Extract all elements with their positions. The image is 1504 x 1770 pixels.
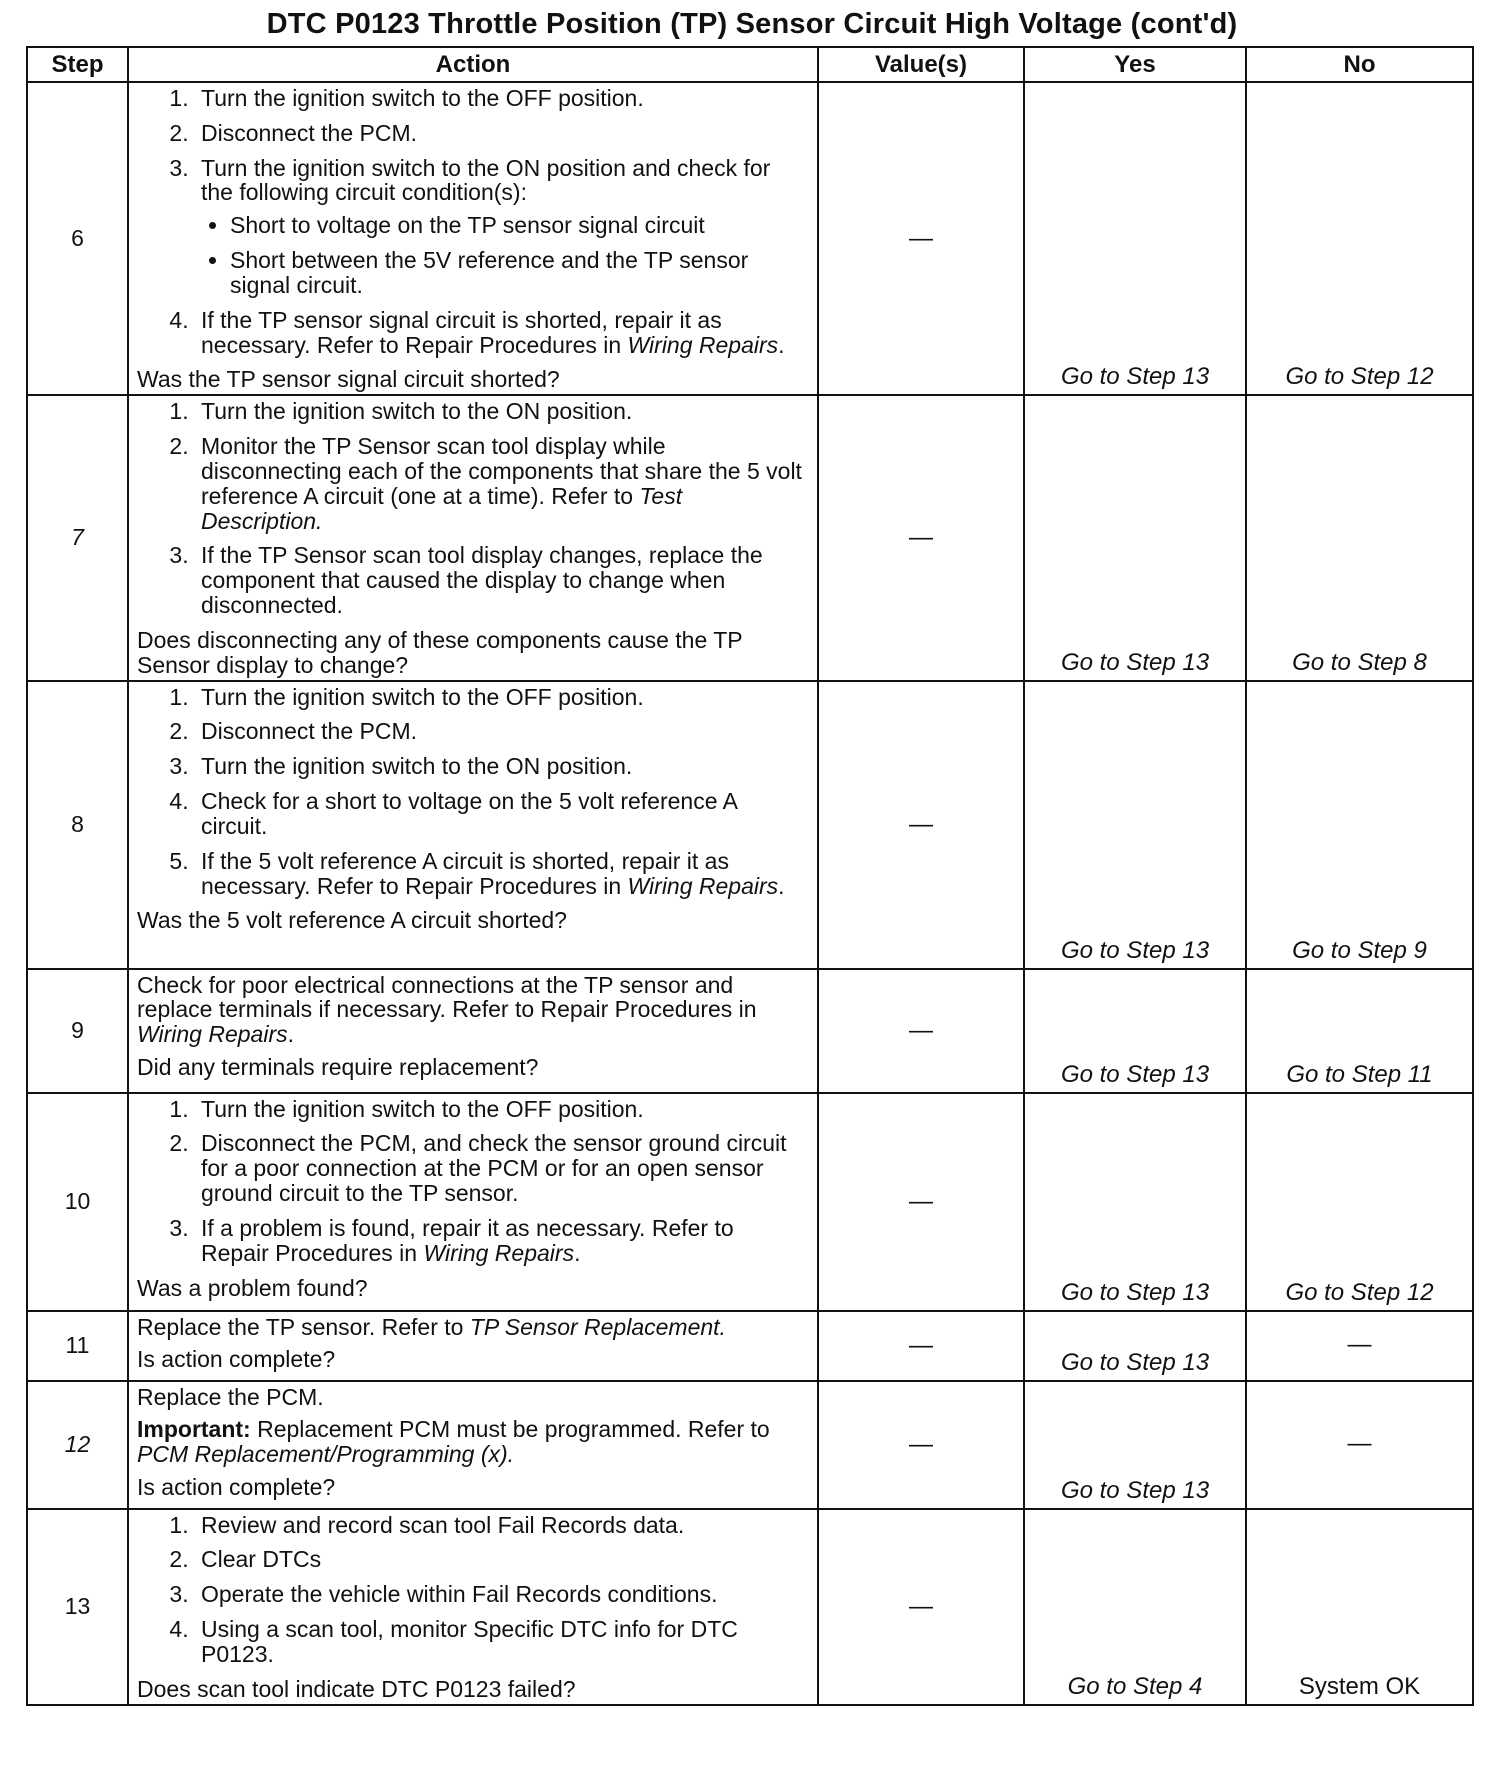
page-title: DTC P0123 Throttle Position (TP) Sensor Circuit High Voltage (cont'd) <box>266 8 1238 40</box>
action-cell <box>128 82 818 395</box>
action-cell <box>128 395 818 680</box>
header-action: Action <box>128 47 818 82</box>
value-cell: — <box>818 1093 1024 1311</box>
step-number: 11 <box>27 1311 128 1381</box>
list-item: 2. Disconnect the PCM. <box>195 719 807 744</box>
table-row <box>27 1311 1473 1381</box>
action-cell <box>128 1311 818 1381</box>
list-item <box>195 849 807 899</box>
list-item: 2. Clear DTCs <box>195 1547 807 1572</box>
table-row <box>27 82 1473 395</box>
action-list <box>137 685 807 899</box>
list-item <box>195 1216 807 1266</box>
no-cell: Go to Step 8 <box>1246 395 1473 680</box>
step-number: 6 <box>27 82 128 395</box>
list-item <box>195 434 807 533</box>
question: Is action complete? <box>137 1474 336 1501</box>
action-text-end: . <box>287 1021 295 1048</box>
yes-cell: Go to Step 13 <box>1024 681 1246 969</box>
yes-cell: Go to Step 13 <box>1024 1381 1246 1509</box>
value-cell: — <box>818 395 1024 680</box>
step-number: 8 <box>27 681 128 969</box>
reference-link: Test Description. <box>201 482 683 534</box>
reference-link: Wiring Repairs <box>137 1021 288 1048</box>
list-item-text: . <box>574 1239 581 1266</box>
step-number: 13 <box>27 1509 128 1705</box>
list-item: 1. Turn the ignition switch to the OFF position. <box>195 1097 807 1122</box>
action-cell <box>128 1509 818 1705</box>
list-item <box>195 156 807 298</box>
table-row <box>27 395 1473 680</box>
list-item-text: . <box>778 872 785 899</box>
important-text: Replacement PCM must be programmed. Refer to <box>250 1416 770 1443</box>
action-text <box>137 1315 807 1340</box>
yes-cell: Go to Step 13 <box>1024 969 1246 1093</box>
list-item-text: If the 5 volt reference A circuit is shorted, repair it as necessary. Refer to Repair Procedures in <box>201 847 729 899</box>
important-note <box>137 1417 807 1467</box>
reference-link: Wiring Repairs <box>423 1239 575 1266</box>
no-cell: — <box>1246 1381 1473 1509</box>
action-cell <box>128 1093 818 1311</box>
action-text: Replace the PCM. <box>137 1383 324 1410</box>
list-item: 1. Turn the ignition switch to the OFF position. <box>195 86 807 111</box>
list-item-text: Turn the ignition switch to the ON position and check for the following circuit condition(s): <box>201 154 771 206</box>
action-list <box>137 399 807 618</box>
action-cell <box>128 681 818 969</box>
important-label: Important: <box>137 1416 251 1443</box>
yes-cell: Go to Step 13 <box>1024 82 1246 395</box>
yes-cell: Go to Step 4 <box>1024 1509 1246 1705</box>
list-item-text: If the TP sensor signal circuit is shorted, repair it as necessary. Refer to Repair Procedures in <box>201 306 722 358</box>
table-row <box>27 969 1473 1093</box>
action-list <box>137 1513 807 1667</box>
question: Is action complete? <box>137 1346 336 1373</box>
list-item: 3. Turn the ignition switch to the ON position. <box>195 754 807 779</box>
no-cell: Go to Step 12 <box>1246 1093 1473 1311</box>
header-yes: Yes <box>1024 47 1246 82</box>
table-row <box>27 1381 1473 1509</box>
action-list <box>137 1097 807 1266</box>
list-item-text: . <box>778 331 785 358</box>
action-cell <box>128 1381 818 1509</box>
bullet-list <box>201 213 807 297</box>
list-item: 1. Turn the ignition switch to the OFF position. <box>195 685 807 710</box>
question: Did any terminals require replacement? <box>137 1054 539 1081</box>
list-item <box>195 308 807 358</box>
value-cell: — <box>818 1509 1024 1705</box>
no-cell: Go to Step 12 <box>1246 82 1473 395</box>
header-step: Step <box>27 47 128 82</box>
table-row <box>27 1093 1473 1311</box>
list-item-text: Monitor the TP Sensor scan tool display while disconnecting each of the components that share the 5 volt reference A circuit (one at a time). Refer to <box>201 433 802 509</box>
question: Does scan tool indicate DTC P0123 failed? <box>137 1675 576 1702</box>
no-cell: System OK <box>1246 1509 1473 1705</box>
action-cell <box>128 969 818 1093</box>
value-cell: — <box>818 1311 1024 1381</box>
question: Was the 5 volt reference A circuit shorted? <box>137 907 567 934</box>
action-text-body: Check for poor electrical connections at the TP sensor and replace terminals if necessary. Refer to Repair Procedures in <box>137 971 757 1023</box>
list-item: 1. Turn the ignition switch to the ON position. <box>195 399 807 424</box>
reference-link: Wiring Repairs <box>627 872 779 899</box>
header-row <box>27 47 1473 82</box>
list-item: 1. Review and record scan tool Fail Records data. <box>195 1513 807 1538</box>
value-cell: — <box>818 82 1024 395</box>
diagnostic-table <box>26 46 1474 1706</box>
value-cell: — <box>818 1381 1024 1509</box>
header-values: Value(s) <box>818 47 1024 82</box>
no-cell: Go to Step 11 <box>1246 969 1473 1093</box>
question: Was a problem found? <box>137 1274 368 1301</box>
list-item: 4. Using a scan tool, monitor Specific DTC info for DTC P0123. <box>195 1617 807 1667</box>
step-number: 7 <box>27 395 128 680</box>
value-cell: — <box>818 681 1024 969</box>
value-cell: — <box>818 969 1024 1093</box>
reference-link: PCM Replacement/Programming (x). <box>137 1441 515 1468</box>
step-number: 10 <box>27 1093 128 1311</box>
action-list <box>137 86 807 357</box>
bullet-item: • Short between the 5V reference and the TP sensor signal circuit. <box>230 248 807 298</box>
step-number: 9 <box>27 969 128 1093</box>
list-item: 3. If the TP Sensor scan tool display changes, replace the component that caused the display to change when disconnected. <box>195 543 807 617</box>
bullet-item: • Short to voltage on the TP sensor signal circuit <box>230 213 807 238</box>
list-item: 2. Disconnect the PCM, and check the sensor ground circuit for a poor connection at the PCM or for an open sensor ground circuit to the TP sensor. <box>195 1131 807 1205</box>
step-number: 12 <box>27 1381 128 1509</box>
action-text-body: Replace the TP sensor. Refer to <box>137 1313 470 1340</box>
table-row <box>27 1509 1473 1705</box>
action-text <box>137 973 807 1047</box>
no-cell: — <box>1246 1311 1473 1381</box>
list-item: 4. Check for a short to voltage on the 5 volt reference A circuit. <box>195 789 807 839</box>
reference-link: Wiring Repairs <box>627 331 779 358</box>
yes-cell: Go to Step 13 <box>1024 1093 1246 1311</box>
yes-cell: Go to Step 13 <box>1024 1311 1246 1381</box>
no-cell: Go to Step 9 <box>1246 681 1473 969</box>
list-item-text: If a problem is found, repair it as necessary. Refer to Repair Procedures in <box>201 1214 734 1266</box>
question: Does disconnecting any of these components cause the TP Sensor display to change? <box>137 626 743 678</box>
reference-link: TP Sensor Replacement. <box>469 1313 726 1340</box>
yes-cell: Go to Step 13 <box>1024 395 1246 680</box>
header-no: No <box>1246 47 1473 82</box>
question: Was the TP sensor signal circuit shorted? <box>137 366 560 393</box>
table-row <box>27 681 1473 969</box>
list-item: 3. Operate the vehicle within Fail Records conditions. <box>195 1582 807 1607</box>
list-item: 2. Disconnect the PCM. <box>195 121 807 146</box>
